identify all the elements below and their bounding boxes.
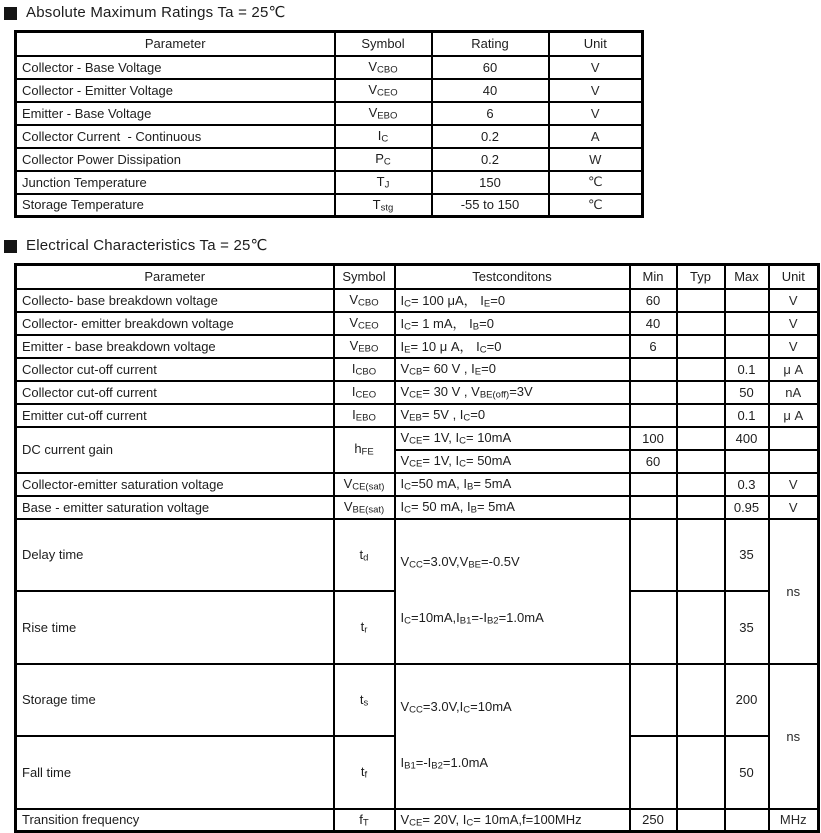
parameter-cell: Collector - Emitter Voltage [16, 79, 335, 102]
min-cell [630, 473, 677, 496]
min-cell [630, 591, 677, 664]
symbol-cell: $I_{CEO}$ [334, 381, 395, 404]
rating-cell: 6 [432, 102, 549, 125]
max-cell: 35 [725, 591, 769, 664]
table-row [16, 427, 819, 450]
unit-cell: nA [769, 381, 819, 404]
max-cell: 0.1 [725, 404, 769, 427]
table-row [16, 358, 819, 381]
symbol-cell: $t_f$ [334, 736, 395, 809]
testconditions-cell [395, 664, 630, 809]
table-row [16, 312, 819, 335]
parameter-cell: Storage time [16, 664, 334, 737]
col-header-parameter: Parameter [16, 32, 335, 56]
section-marker-icon [4, 7, 17, 20]
min-cell [630, 664, 677, 737]
typ-cell [677, 519, 725, 592]
table-row [16, 404, 819, 427]
header-row [16, 32, 643, 56]
parameter-cell: Fall time [16, 736, 334, 809]
table-row [16, 171, 643, 194]
min-cell [630, 496, 677, 519]
table-row [16, 809, 819, 832]
symbol-cell: $I_{EBO}$ [334, 404, 395, 427]
section-title-text: Electrical Characteristics Ta = 25℃ [26, 237, 268, 254]
testconditions-cell [395, 519, 630, 664]
min-cell [630, 519, 677, 592]
symbol-cell: $h_{FE}$ [334, 427, 395, 473]
symbol-cell: $T_{stg}$ [335, 194, 432, 217]
parameter-cell: Storage Temperature [16, 194, 335, 217]
parameter-cell: Junction Temperature [16, 171, 335, 194]
unit-cell: MHz [769, 809, 819, 832]
parameter-cell: DC current gain [16, 427, 334, 473]
max-cell: 0.95 [725, 496, 769, 519]
typ-cell [677, 473, 725, 496]
section-title-electrical-characteristics [4, 237, 821, 255]
col-header-max: Max [725, 265, 769, 289]
symbol-cell: $t_r$ [334, 591, 395, 664]
unit-cell: V [769, 312, 819, 335]
unit-cell: V [769, 289, 819, 312]
unit-cell: ℃ [549, 194, 643, 217]
parameter-cell: Collector-emitter saturation voltage [16, 473, 334, 496]
section-marker-icon [4, 240, 17, 253]
testconditions-cell: $V_{CE}= 1V$, $I_C= 50mA$ [395, 450, 630, 473]
symbol-cell: $V_{CBO}$ [335, 56, 432, 79]
table-row [16, 519, 819, 592]
table-row [16, 125, 643, 148]
max-cell: 0.3 [725, 473, 769, 496]
unit-cell: V [769, 496, 819, 519]
typ-cell [677, 591, 725, 664]
parameter-cell: Emitter cut-off current [16, 404, 334, 427]
min-cell: 60 [630, 289, 677, 312]
table-row [16, 473, 819, 496]
parameter-cell: Collector cut-off current [16, 358, 334, 381]
symbol-cell: $T_J$ [335, 171, 432, 194]
unit-cell: μ A [769, 404, 819, 427]
max-cell: 50 [725, 381, 769, 404]
testconditions-cell: $V_{CE}= 30$ V , $V_{BE(off)}=3V$ [395, 381, 630, 404]
table-row [16, 335, 819, 358]
min-cell: 60 [630, 450, 677, 473]
testconditions-cell: $V_{EB}= 5V$ , $I_C=0$ [395, 404, 630, 427]
parameter-cell: Collector Current - Continuous [16, 125, 335, 148]
absolute-maximum-ratings-table [14, 30, 644, 218]
symbol-cell: $t_d$ [334, 519, 395, 592]
parameter-cell: Emitter - base breakdown voltage [16, 335, 334, 358]
unit-cell: V [549, 79, 643, 102]
typ-cell [677, 289, 725, 312]
table-row [16, 289, 819, 312]
typ-cell [677, 404, 725, 427]
table-row [16, 148, 643, 171]
unit-cell: ns [769, 519, 819, 664]
table-row [16, 194, 643, 217]
col-header-parameter: Parameter [16, 265, 334, 289]
testcondition-line: $V_{CC}=3.0V,V_{BE}=-0.5V$ [400, 553, 520, 570]
testconditions-cell: $V_{CB}= 60$ V , $I_E=0$ [395, 358, 630, 381]
symbol-cell: $f_T$ [334, 809, 395, 832]
parameter-cell: Rise time [16, 591, 334, 664]
col-header-symbol: Symbol [335, 32, 432, 56]
min-cell: 100 [630, 427, 677, 450]
rating-cell: 60 [432, 56, 549, 79]
col-header-typ: Typ [677, 265, 725, 289]
parameter-cell: Collector- emitter breakdown voltage [16, 312, 334, 335]
symbol-cell: $t_s$ [334, 664, 395, 737]
testconditions-cell: $V_{CE}= 20V$, $I_C= 10mA,f=100MHz$ [395, 809, 630, 832]
max-cell: 35 [725, 519, 769, 592]
col-header-symbol: Symbol [334, 265, 395, 289]
unit-cell: V [549, 102, 643, 125]
col-header-min: Min [630, 265, 677, 289]
testconditions-cell: $V_{CE}= 1V$, $I_C= 10mA$ [395, 427, 630, 450]
max-cell [725, 289, 769, 312]
max-cell: 0.1 [725, 358, 769, 381]
max-cell [725, 809, 769, 832]
testconditions-cell: $I_C=50$ mA, $I_B= 5mA$ [395, 473, 630, 496]
max-cell [725, 450, 769, 473]
testcondition-line: $V_{CC}=3.0V,I_C=10mA$ [400, 698, 512, 715]
header-row [16, 265, 819, 289]
table-row [16, 496, 819, 519]
typ-cell [677, 335, 725, 358]
section-title-text: Absolute Maximum Ratings Ta = 25℃ [26, 4, 286, 21]
testconditions-cell: $I_E= 10$ μ A， $I_C=0$ [395, 335, 630, 358]
min-cell [630, 358, 677, 381]
symbol-cell: $V_{CEO}$ [334, 312, 395, 335]
min-cell [630, 404, 677, 427]
parameter-cell: Collecto- base breakdown voltage [16, 289, 334, 312]
rating-cell: 0.2 [432, 125, 549, 148]
typ-cell [677, 312, 725, 335]
max-cell: 50 [725, 736, 769, 809]
unit-cell: ℃ [549, 171, 643, 194]
table-row [16, 664, 819, 737]
unit-cell: W [549, 148, 643, 171]
unit-cell [769, 427, 819, 450]
typ-cell [677, 736, 725, 809]
parameter-cell: Collector Power Dissipation [16, 148, 335, 171]
col-header-testconditions: Testconditons [395, 265, 630, 289]
typ-cell [677, 664, 725, 737]
testconditions-cell: $I_C= 50$ mA, $I_B= 5mA$ [395, 496, 630, 519]
symbol-cell: $I_{CBO}$ [334, 358, 395, 381]
rating-cell: -55 to 150 [432, 194, 549, 217]
unit-cell: V [769, 473, 819, 496]
col-header-unit: Unit [769, 265, 819, 289]
unit-cell: μ A [769, 358, 819, 381]
unit-cell: V [549, 56, 643, 79]
parameter-cell: Emitter - Base Voltage [16, 102, 335, 125]
symbol-cell: $V_{EBO}$ [334, 335, 395, 358]
symbol-cell: $V_{EBO}$ [335, 102, 432, 125]
unit-cell [769, 450, 819, 473]
symbol-cell: $V_{CEO}$ [335, 79, 432, 102]
min-cell: 40 [630, 312, 677, 335]
parameter-cell: Base - emitter saturation voltage [16, 496, 334, 519]
unit-cell: V [769, 335, 819, 358]
parameter-cell: Collector - Base Voltage [16, 56, 335, 79]
typ-cell [677, 381, 725, 404]
testconditions-cell: $I_C= 1$ mA， $I_B=0$ [395, 312, 630, 335]
unit-cell: ns [769, 664, 819, 809]
testconditions-cell: $I_C= 100$ μA， $I_E=0$ [395, 289, 630, 312]
typ-cell [677, 427, 725, 450]
max-cell: 200 [725, 664, 769, 737]
testcondition-line: $I_C=10mA,I_{B1}=-I_{B2}=1.0mA$ [400, 610, 544, 627]
min-cell [630, 736, 677, 809]
electrical-characteristics-table [14, 263, 820, 833]
min-cell: 250 [630, 809, 677, 832]
parameter-cell: Delay time [16, 519, 334, 592]
symbol-cell: $V_{CBO}$ [334, 289, 395, 312]
symbol-cell: $V_{BE(sat)}$ [334, 496, 395, 519]
table-row [16, 79, 643, 102]
typ-cell [677, 450, 725, 473]
max-cell: 400 [725, 427, 769, 450]
symbol-cell: $V_{CE(sat)}$ [334, 473, 395, 496]
table-row [16, 381, 819, 404]
min-cell: 6 [630, 335, 677, 358]
col-header-unit: Unit [549, 32, 643, 56]
parameter-cell: Collector cut-off current [16, 381, 334, 404]
table-row [16, 102, 643, 125]
min-cell [630, 381, 677, 404]
rating-cell: 150 [432, 171, 549, 194]
max-cell [725, 335, 769, 358]
typ-cell [677, 358, 725, 381]
col-header-rating: Rating [432, 32, 549, 56]
rating-cell: 40 [432, 79, 549, 102]
section-title-absolute-maximum-ratings [4, 4, 821, 22]
table-row [16, 56, 643, 79]
symbol-cell: $P_C$ [335, 148, 432, 171]
unit-cell: A [549, 125, 643, 148]
rating-cell: 0.2 [432, 148, 549, 171]
max-cell [725, 312, 769, 335]
testcondition-line: $I_{B1}=-I_{B2}=1.0mA$ [400, 755, 489, 772]
typ-cell [677, 809, 725, 832]
symbol-cell: $I_C$ [335, 125, 432, 148]
typ-cell [677, 496, 725, 519]
parameter-cell: Transition frequency [16, 809, 334, 832]
